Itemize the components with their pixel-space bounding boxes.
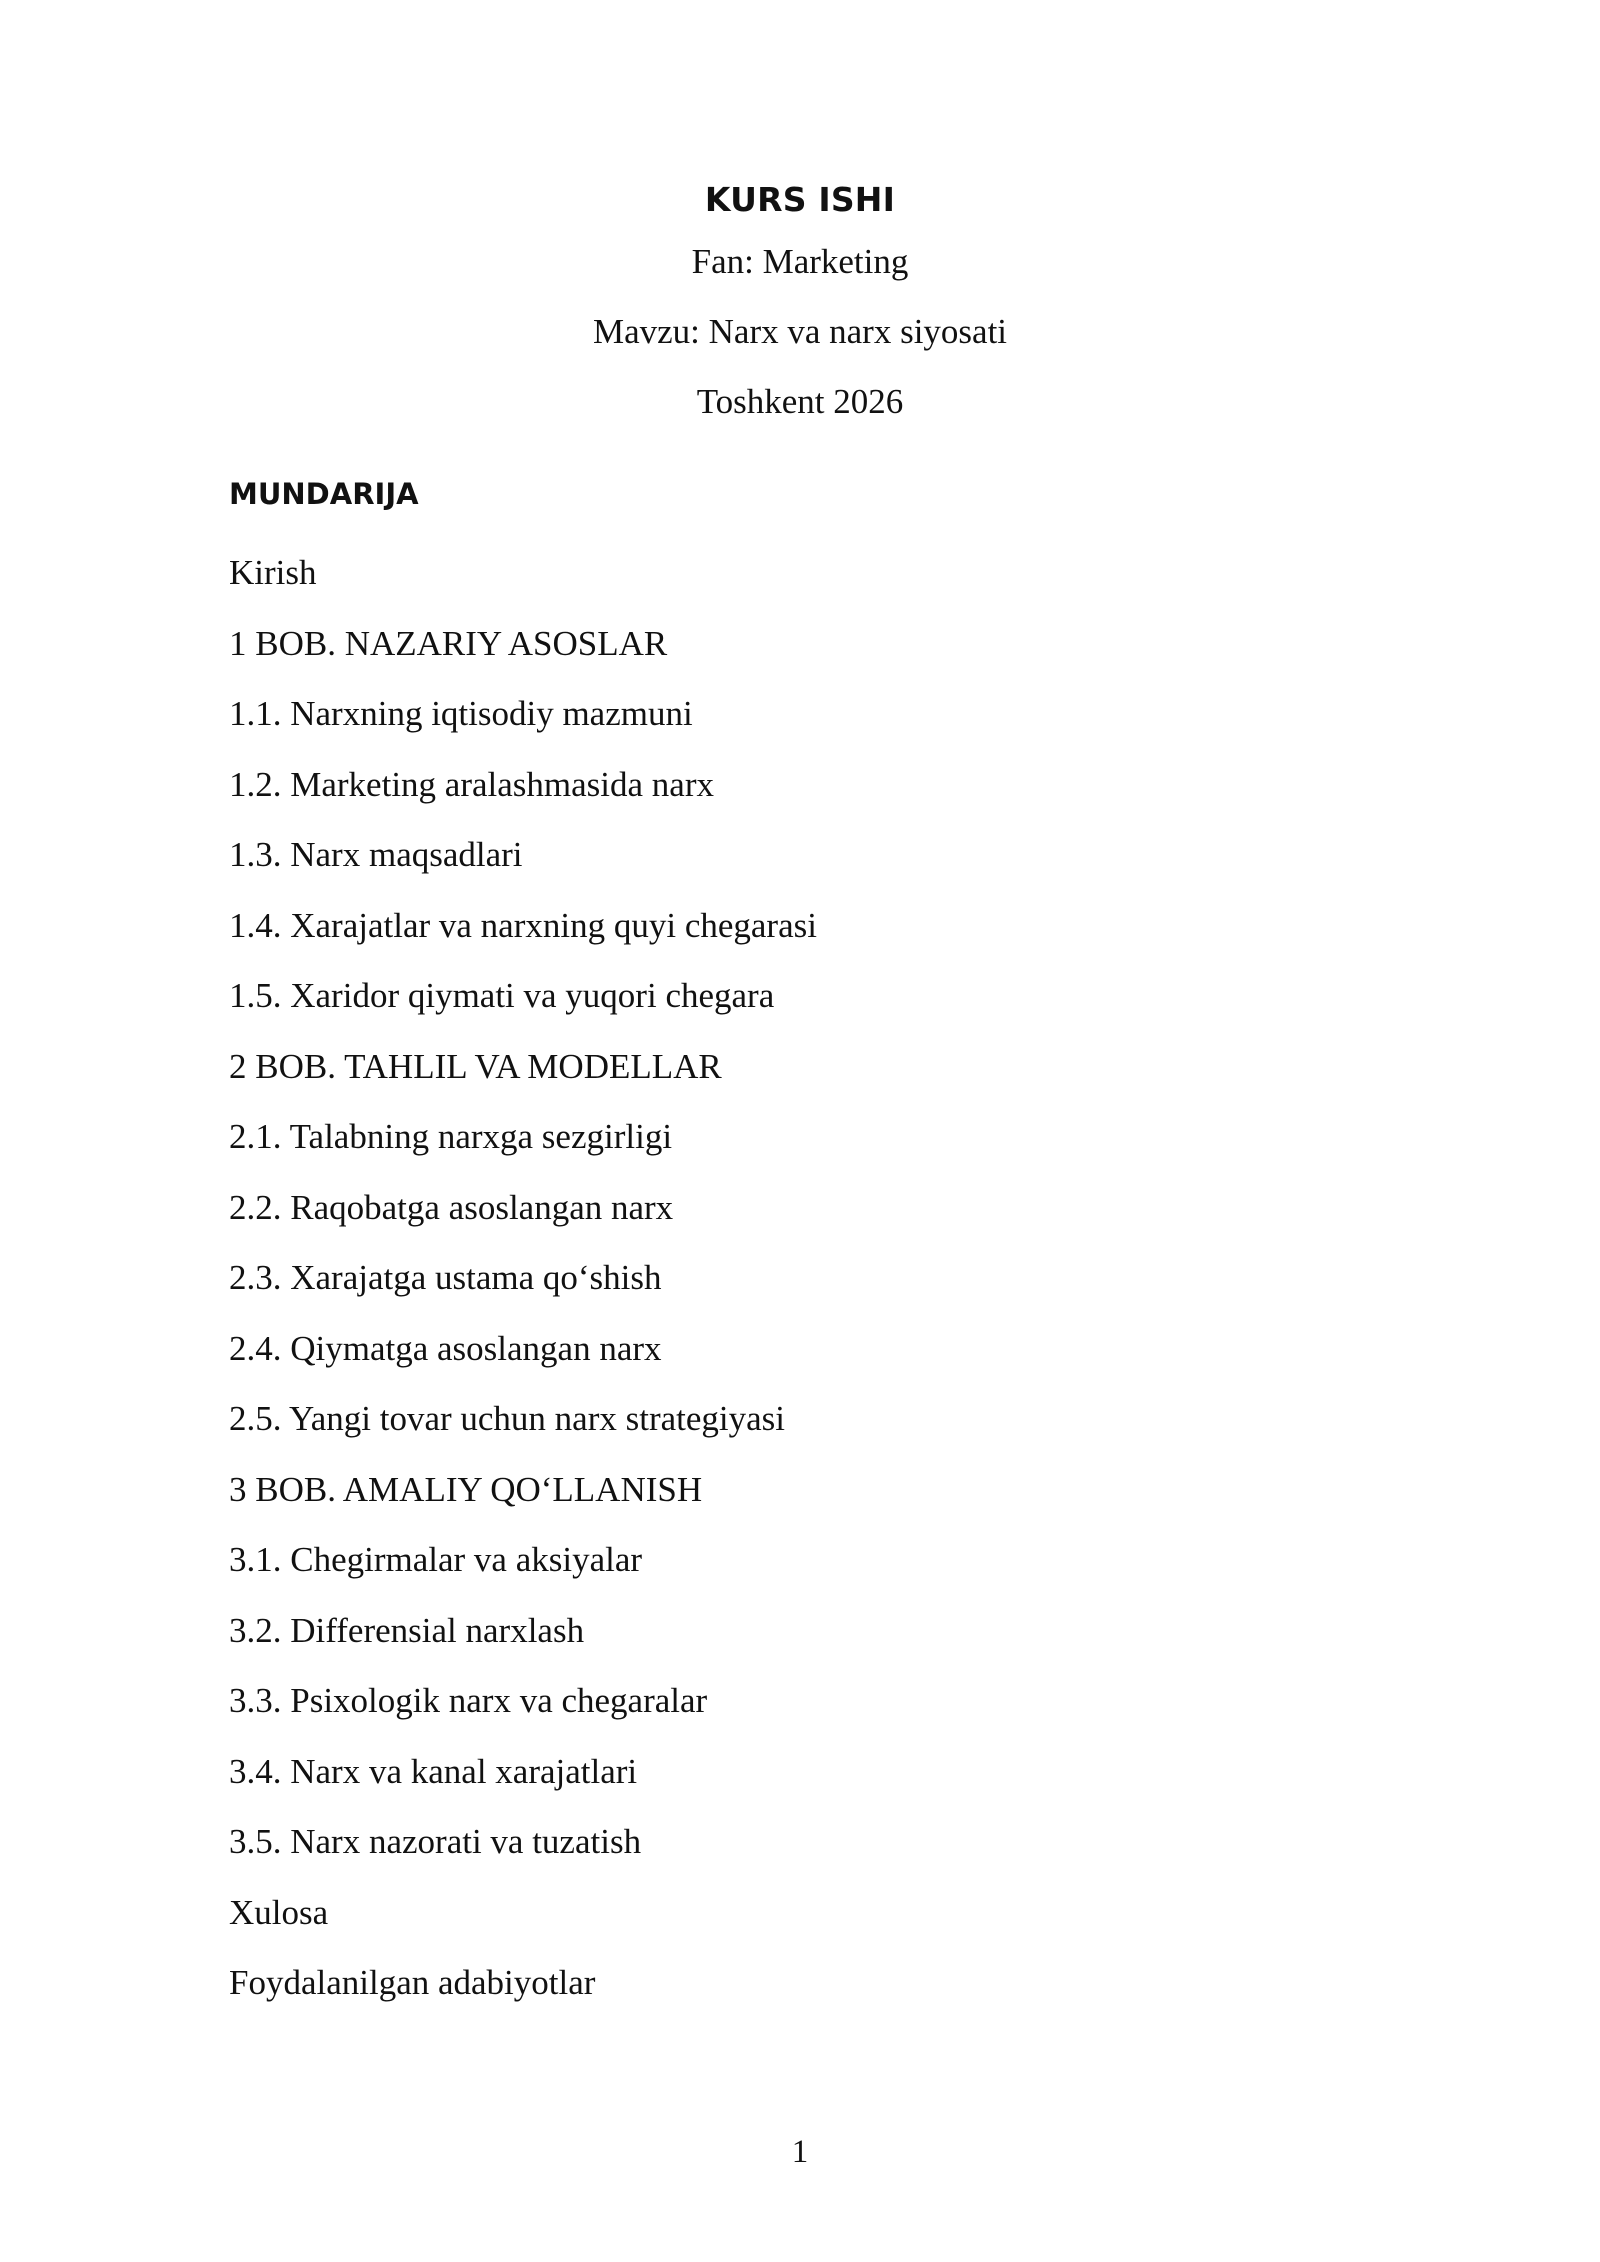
toc-item: Foydalanilgan adabiyotlar <box>229 1963 596 2002</box>
toc-item: 2.3. Xarajatga ustama qo‘shish <box>229 1258 662 1297</box>
toc-item: 2.2. Raqobatga asoslangan narx <box>229 1187 674 1227</box>
toc-item: Xulosa <box>229 1892 329 1932</box>
toc-item: 3.3. Psixologik narx va chegaralar <box>229 1681 708 1720</box>
toc-item: 2.1. Talabning narxga sezgirligi <box>229 1117 673 1156</box>
toc-item: 3.5. Narx nazorati va tuzatish <box>229 1822 642 1861</box>
toc-item: 3 BOB. AMALIY QO‘LLANISH <box>229 1469 703 1509</box>
topic-line: Mavzu: Narx va narx siyosati <box>592 312 1008 351</box>
toc-item: 1.2. Marketing aralashmasida narx <box>229 764 714 804</box>
place-year-line: Toshkent 2026 <box>696 382 904 421</box>
toc-item: 1.1. Narxning iqtisodiy mazmuni <box>229 694 693 733</box>
toc-item: 3.2. Differensial narxlash <box>229 1610 585 1650</box>
toc-item: 1.3. Narx maqsadlari <box>229 835 523 874</box>
toc-item: 1.4. Xarajatlar va narxning quyi chegarasi <box>229 905 817 945</box>
toc-item: 2.5. Yangi tovar uchun narx strategiyasi <box>229 1399 786 1438</box>
toc-item: 1 BOB. NAZARIY ASOSLAR <box>229 623 668 663</box>
document-title: KURS ISHI <box>704 180 896 219</box>
page-number: 1 <box>791 2134 809 2170</box>
toc-heading: MUNDARIJA <box>229 477 419 511</box>
toc-item: 2 BOB. TAHLIL VA MODELLAR <box>229 1046 722 1086</box>
toc-item: 2.4. Qiymatga asoslangan narx <box>229 1328 662 1368</box>
table-of-contents <box>229 551 817 2032</box>
toc-item: Kirish <box>229 553 317 592</box>
toc-item: 3.1. Chegirmalar va aksiyalar <box>229 1540 643 1579</box>
toc-item: 3.4. Narx va kanal xarajatlari <box>229 1751 638 1791</box>
subject-line: Fan: Marketing <box>691 242 909 281</box>
toc-item: 1.5. Xaridor qiymati va yuqori chegara <box>229 976 775 1015</box>
